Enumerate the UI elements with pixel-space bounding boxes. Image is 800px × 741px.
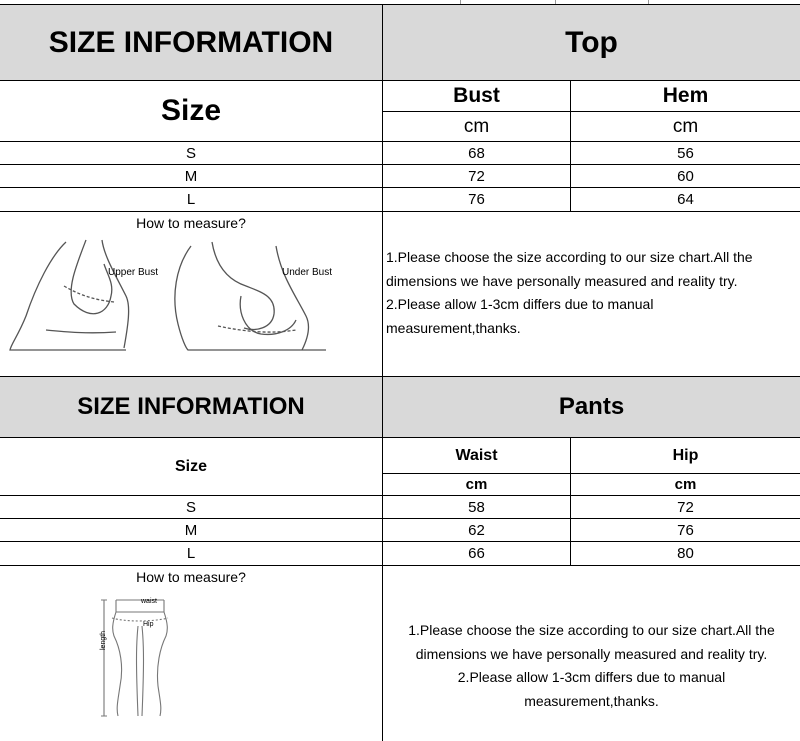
hip-s: 72	[677, 499, 694, 516]
bust-l: 76	[468, 191, 485, 208]
note-line: 2.Please allow 1-3cm differs due to manual	[386, 296, 654, 312]
size-s: S	[185, 145, 196, 162]
pants-size-header: Size	[174, 457, 207, 475]
divider	[460, 0, 461, 4]
top-unit-bust	[383, 112, 570, 141]
table-row-size	[0, 519, 382, 542]
divider	[0, 437, 800, 438]
length-label: length	[100, 630, 107, 650]
waist-m: 62	[468, 522, 485, 539]
unit-label: cm	[672, 115, 699, 137]
pants-col-waist	[383, 438, 570, 473]
hip-header: Hip	[672, 446, 699, 464]
divider	[0, 565, 800, 566]
pants-title: SIZE INFORMATION	[77, 393, 305, 420]
top-col-hem	[571, 81, 800, 111]
bust-m: 72	[468, 168, 485, 185]
table-cell	[383, 165, 570, 188]
unit-label: cm	[465, 476, 488, 493]
top-title: SIZE INFORMATION	[48, 25, 334, 59]
divider	[570, 80, 571, 212]
divider	[0, 164, 800, 165]
size-m: M	[184, 522, 198, 539]
pants-unit-hip	[571, 474, 800, 495]
hem-s: 56	[677, 145, 694, 162]
size-l: L	[186, 545, 196, 562]
pants-unit-waist	[383, 474, 570, 495]
pants-notes	[383, 619, 800, 713]
table-row-size	[0, 188, 382, 211]
pants-measure-illustration	[96, 596, 196, 722]
under-bust-label: Under Bust	[282, 267, 333, 278]
unit-label: cm	[674, 476, 697, 493]
hip-l: 80	[677, 545, 694, 562]
hip-m: 76	[677, 522, 694, 539]
waist-s: 58	[468, 499, 485, 516]
pants-category: Pants	[558, 393, 625, 420]
divider	[570, 437, 571, 566]
divider	[648, 0, 649, 4]
hem-header: Hem	[662, 84, 709, 107]
pants-size-header-cell	[0, 438, 382, 495]
divider	[0, 187, 800, 188]
table-row-size	[0, 142, 382, 165]
divider	[0, 80, 800, 81]
pants-col-hip	[571, 438, 800, 473]
table-cell	[571, 542, 800, 565]
divider	[0, 495, 800, 496]
note-line: measurement,thanks.	[524, 692, 659, 709]
waist-header: Waist	[455, 446, 498, 464]
table-cell	[383, 519, 570, 542]
top-unit-hem	[571, 112, 800, 141]
size-m: M	[184, 168, 198, 185]
table-cell	[383, 542, 570, 565]
note-line: 1.Please choose the size according to our size chart.All the	[386, 249, 753, 265]
divider	[555, 0, 556, 4]
divider	[0, 541, 800, 542]
top-size-header-cell	[0, 81, 382, 141]
divider	[382, 4, 383, 741]
top-category: Top	[565, 25, 618, 59]
table-cell	[571, 496, 800, 519]
size-s: S	[185, 499, 196, 516]
divider	[0, 4, 800, 5]
hip-label: Hip	[143, 621, 154, 628]
note-line: dimensions we have personally measured and reality try.	[386, 272, 738, 289]
top-title-cell	[0, 5, 382, 80]
table-cell	[571, 142, 800, 165]
top-col-bust	[383, 81, 570, 111]
top-how-to-measure: How to measure?	[136, 215, 246, 231]
table-cell	[571, 165, 800, 188]
waist-l: 66	[468, 545, 485, 562]
hem-m: 60	[677, 168, 694, 185]
bust-s: 68	[468, 145, 485, 162]
top-size-header: Size	[160, 94, 222, 127]
note-line: dimensions we have personally measured and reality try.	[415, 645, 768, 662]
table-row-size	[0, 496, 382, 519]
note-line: 1.Please choose the size according to our size chart.All the	[408, 622, 775, 638]
table-row-size	[0, 542, 382, 565]
upper-bust-label: Upper Bust	[108, 267, 159, 278]
table-cell	[383, 188, 570, 211]
pants-category-cell	[383, 377, 800, 437]
divider	[383, 473, 800, 474]
divider	[383, 111, 800, 112]
divider	[0, 211, 800, 212]
top-notes	[386, 246, 796, 340]
divider	[0, 141, 800, 142]
table-cell	[571, 519, 800, 542]
table-row-size	[0, 165, 382, 188]
unit-label: cm	[463, 115, 490, 137]
table-cell	[571, 188, 800, 211]
divider	[0, 376, 800, 377]
waist-label: waist	[141, 598, 157, 605]
pants-how-to-measure: How to measure?	[136, 569, 246, 585]
note-line: measurement,thanks.	[386, 319, 521, 336]
pants-title-cell	[0, 377, 382, 437]
bust-header: Bust	[453, 84, 500, 107]
table-cell	[383, 142, 570, 165]
top-category-cell	[383, 5, 800, 80]
table-cell	[383, 496, 570, 519]
size-l: L	[186, 191, 196, 208]
bust-measure-illustration	[6, 236, 336, 356]
hem-l: 64	[677, 191, 694, 208]
divider	[0, 518, 800, 519]
note-line: 2.Please allow 1-3cm differs due to manual	[457, 669, 726, 685]
